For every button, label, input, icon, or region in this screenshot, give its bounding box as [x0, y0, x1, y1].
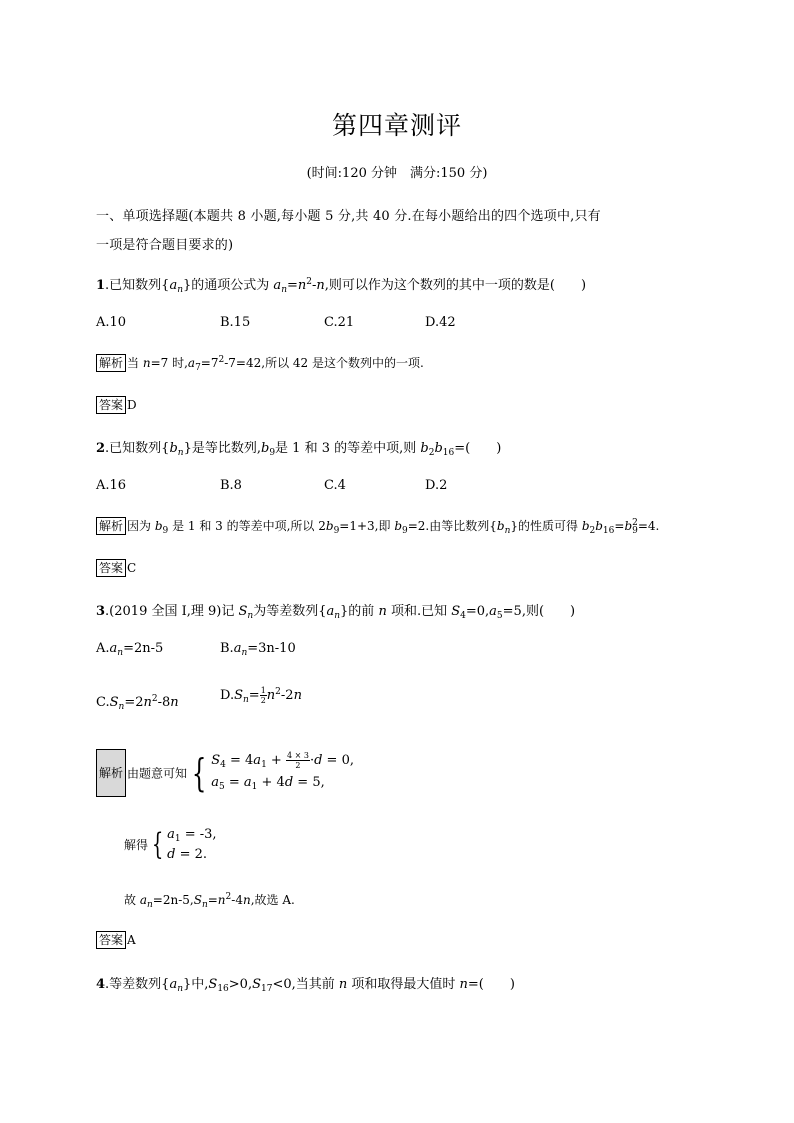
q3-option-b: $B.a_n=3n-10$: [220, 641, 296, 658]
question-3: 3.(2019 全国 Ⅰ,理 9)记 $S_n$为等差数列$\{a_n\}$的前 n 项和.已知 $S_4=0,a_5=5$,则( ): [96, 604, 576, 621]
solution-tag: 解析: [96, 517, 126, 535]
q3-solution: 解析 由题意可知 { $S_4 = 4a_1$ + $\frac{4 \times 3}{2}$ ·d = 0, $a_5 = a_1 + 4d = 5$,: [96, 749, 354, 797]
q1-option-a: A.10: [96, 315, 127, 330]
q3-solve-step: 解得 { $a_1 = -3$, d = 2.: [124, 826, 217, 862]
page-title: 第四章测评: [331, 111, 462, 140]
q2-option-c: C.4: [324, 478, 346, 493]
q1-option-b: B.15: [220, 315, 251, 330]
system-brace: {: [191, 751, 207, 795]
q2-solution: 解析 因为 $b_9$ 是 1 和 3 的等差中项,所以 $2b_9=1+3$,即 $b_9=2$.由等比数列$\{b_n\}$的性质可得 $b_2b_{16}=b$ 2 9 =4.: [96, 517, 659, 536]
q2-option-a: A.16: [96, 478, 127, 493]
section-heading-line1: 一、单项选择题(本题共 8 小题,每小题 5 分,共 40 分.在每小题给出的四个选项中,只有: [96, 209, 601, 224]
answer-tag: 答案: [96, 931, 126, 949]
section-heading-line2: 一项是符合题目要求的): [96, 238, 234, 253]
q1-solution: 解析 当 n=7 时$,a_7=7^2-7=42$,所以 42 是这个数列中的一项.: [96, 354, 424, 373]
fraction-half: $\frac{1}{2}$: [260, 686, 266, 705]
q1-option-d: D.42: [425, 315, 456, 330]
q3-option-c: $C.S_n=2n^2-8n$: [96, 694, 179, 712]
solution-tag: 解析: [96, 354, 126, 372]
answer-tag: 答案: [96, 559, 126, 577]
q3-option-a: $A.a_n=2n-5$: [96, 641, 164, 658]
q1-option-c: C.21: [324, 315, 355, 330]
q2-option-b: B.8: [220, 478, 242, 493]
q1-answer: 答案 D: [96, 396, 137, 414]
question-number: 2: [96, 441, 106, 456]
q3-option-d: $D.S_n=$ $\frac{1}{2}$ $n^2-2n$: [220, 686, 302, 705]
answer-tag: 答案: [96, 396, 126, 414]
question-number: 1: [96, 278, 106, 293]
equation-system: $S_4 = 4a_1$ + $\frac{4 \times 3}{2}$ ·d = 0, $a_5 = a_1 + 4d = 5$,: [211, 750, 354, 792]
solution-tag: 解析: [96, 749, 126, 797]
exam-info: (时间:120 分钟 满分:150 分): [306, 166, 488, 181]
question-4: 4.等差数列$\{a_n\}$中$,S_{16}>0,S_{17}<0$,当其前 n 项和取得最大值时 n=( ): [96, 977, 515, 994]
question-number: 3: [96, 604, 106, 619]
q3-conclusion: 故 $a_n=2n-5,S_n=n^2-4n$,故选 A.: [124, 892, 295, 910]
q2-answer: 答案 C: [96, 559, 136, 577]
question-2: 2.已知数列$\{b_n\}$是等比数列$,b_9$是 1 和 3 的等差中项,则 $b_2b_{16}=$( ): [96, 441, 502, 458]
q3-answer: 答案 A: [96, 931, 136, 949]
q2-option-d: D.2: [425, 478, 448, 493]
question-1: 1.已知数列$\{a_n\}$的通项公式为 $a_n=n^2-n$,则可以作为这个数列的其中一项的数是( ): [96, 277, 587, 295]
question-number: 4: [96, 977, 106, 992]
